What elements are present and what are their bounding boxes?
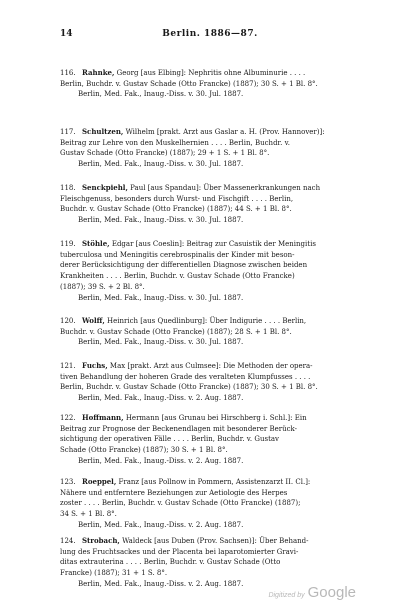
bibliography-entry <box>60 68 358 100</box>
entry-line: sichtigung der operativen Fälle . . . . Berlin, Buchdr. v. Gustav <box>60 435 280 444</box>
entry-dissertation-note: Berlin, Med. Fak., Inaug.-Diss. v. 30. Jul. 1887. <box>78 90 244 99</box>
entry-line: (1887); 39 S. + 2 Bl. 8°. <box>60 282 145 291</box>
author-surname: Hoffmann, <box>82 413 124 422</box>
bibliography-entry <box>60 239 358 303</box>
watermark-brand: Google <box>307 584 356 601</box>
page-number: 14 <box>60 29 73 39</box>
entry-line: derer Berücksichtigung der differentiellen Diagnose zwischen beiden <box>60 261 308 270</box>
author-surname: Rahnke, <box>82 68 115 77</box>
entry-dissertation-note: Berlin, Med. Fak., Inaug.-Diss. v. 2. Aug. 1887. <box>78 520 244 529</box>
entry-number: 121. <box>60 362 76 370</box>
bibliography-entry <box>60 477 358 531</box>
entry-line: tiven Behandlung der hoheren Grade des veralteten Klumpfusses . . . . <box>60 372 311 381</box>
entry-line: Max [prakt. Arzt aus Culmsee]: Die Methoden der opera- <box>107 362 313 370</box>
entry-line: Berlin, Buchdr. v. Gustav Schade (Otto Francke) (1887); 30 S. + 1 Bl. 8°. <box>60 79 318 88</box>
entry-line: Wilhelm [prakt. Arzt aus Gaslar a. H. (Prov. Hannover)]: <box>123 128 325 136</box>
entry-dissertation-note: Berlin, Med. Fak., Inaug.-Diss. v. 2. Aug. 1887. <box>78 394 244 403</box>
entry-line: Franz [aus Pollnow in Pommern, Assistenzarzt II. Cl.]: <box>116 478 311 486</box>
author-surname: Wolff, <box>82 316 105 325</box>
bibliography-entry <box>60 413 358 467</box>
bibliography-entry <box>60 361 358 404</box>
entry-line: Georg [aus Elbing]: Nephritis ohne Albuminurie . . . . <box>114 69 306 77</box>
digitized-by-google-watermark <box>268 584 356 602</box>
watermark-prefix: Digitized by <box>268 592 305 599</box>
entry-line: tuberculosa und Meningitis cerebrospinalis der Kinder mit beson- <box>60 250 295 259</box>
bibliography-entry <box>60 127 358 170</box>
entry-line: Beitrag zur Prognose der Beckenendlagen mit besonderer Berück- <box>60 424 298 433</box>
bibliography-entry <box>60 316 358 348</box>
entry-line: Schade (Otto Francke) (1887); 30 S. + 1 Bl. 8°. <box>60 446 228 455</box>
entry-line: Francke) (1887); 31 + 1 S. 8°. <box>60 569 168 578</box>
entry-line: Fleischgenuss, besonders durch Wurst- und Fischgift . . . . Berlin, <box>60 194 294 203</box>
entry-line: Krankheiten . . . . Berlin, Buchdr. v. Gustav Schade (Otto Francke) <box>60 272 295 281</box>
entry-line: Buchdr. v. Gustav Schade (Otto Francke) (1887); 28 S. + 1 Bl. 8°. <box>60 327 292 336</box>
entry-number: 120. <box>60 317 76 325</box>
entry-line: ditas extrauterina . . . . Berlin, Buchdr. v. Gustav Schade (Otto <box>60 558 281 567</box>
entry-line: zoster . . . . Berlin, Buchdr. v. Gustav Schade (Otto Francke) (1887); <box>60 499 301 508</box>
author-surname: Schultzen, <box>82 127 124 136</box>
author-surname: Strobach, <box>82 536 120 545</box>
entry-line: Waldeck [aus Duben (Prov. Sachsen)]: Über Behand- <box>119 537 309 545</box>
entry-line: Beitrag zur Lehre von den Muskelhernien . . . . Berlin, Buchdr. v. <box>60 138 290 147</box>
page-header <box>60 28 360 40</box>
entry-dissertation-note: Berlin, Med. Fak., Inaug.-Diss. v. 30. Jul. 1887. <box>78 293 244 302</box>
entry-line: Edgar [aus Coeslin]: Beitrag zur Casuistik der Meningitis <box>109 240 316 248</box>
author-surname: Roeppel, <box>82 477 117 486</box>
bibliography-entry <box>60 536 358 590</box>
entry-number: 122. <box>60 414 76 422</box>
entry-line: Gustav Schade (Otto Francke) (1887); 29 + 1 S. + 1 Bl. 8°. <box>60 149 270 158</box>
entry-dissertation-note: Berlin, Med. Fak., Inaug.-Diss. v. 2. Aug. 1887. <box>78 579 244 588</box>
entry-line: Paul [aus Spandau]: Über Massenerkrankungen nach <box>127 184 321 192</box>
entry-line: lung des Fruchtsackes und der Placenta bei laparotomierter Gravi- <box>60 547 299 556</box>
entry-line: Hermann [aus Grunau bei Hirschberg i. Schl.]: Ein <box>123 414 307 422</box>
entry-dissertation-note: Berlin, Med. Fak., Inaug.-Diss. v. 30. Jul. 1887. <box>78 338 244 347</box>
entry-dissertation-note: Berlin, Med. Fak., Inaug.-Diss. v. 30. Jul. 1887. <box>78 160 244 169</box>
author-surname: Fuchs, <box>82 361 108 370</box>
bibliography-entry <box>60 183 358 226</box>
entry-line: Buchdr. v. Gustav Schade (Otto Francke) (1887); 44 S. + 1 Bl. 8°. <box>60 205 292 214</box>
entry-dissertation-note: Berlin, Med. Fak., Inaug.-Diss. v. 2. Aug. 1887. <box>78 456 244 465</box>
entry-line: Heinrich [aus Quedlinburg]: Über Indigurie . . . . Berlin, <box>104 317 307 325</box>
entry-number: 118. <box>60 184 76 192</box>
entry-line: Berlin, Buchdr. v. Gustav Schade (Otto Francke) (1887); 30 S. + 1 Bl. 8°. <box>60 383 318 392</box>
entry-number: 117. <box>60 128 76 136</box>
author-surname: Senckpiehl, <box>82 183 128 192</box>
entry-dissertation-note: Berlin, Med. Fak., Inaug.-Diss. v. 30. Jul. 1887. <box>78 216 244 225</box>
entry-number: 124. <box>60 537 76 545</box>
entry-number: 119. <box>60 240 76 248</box>
entry-line: Nähere und entferntere Beziehungen zur Aetiologie des Herpes <box>60 488 288 497</box>
author-surname: Stöhle, <box>82 239 110 248</box>
entry-number: 123. <box>60 478 76 486</box>
entry-number: 116. <box>60 69 76 77</box>
entry-line: 34 S. + 1 Bl. 8°. <box>60 510 117 519</box>
running-title: Berlin. 1886—87. <box>162 29 258 39</box>
